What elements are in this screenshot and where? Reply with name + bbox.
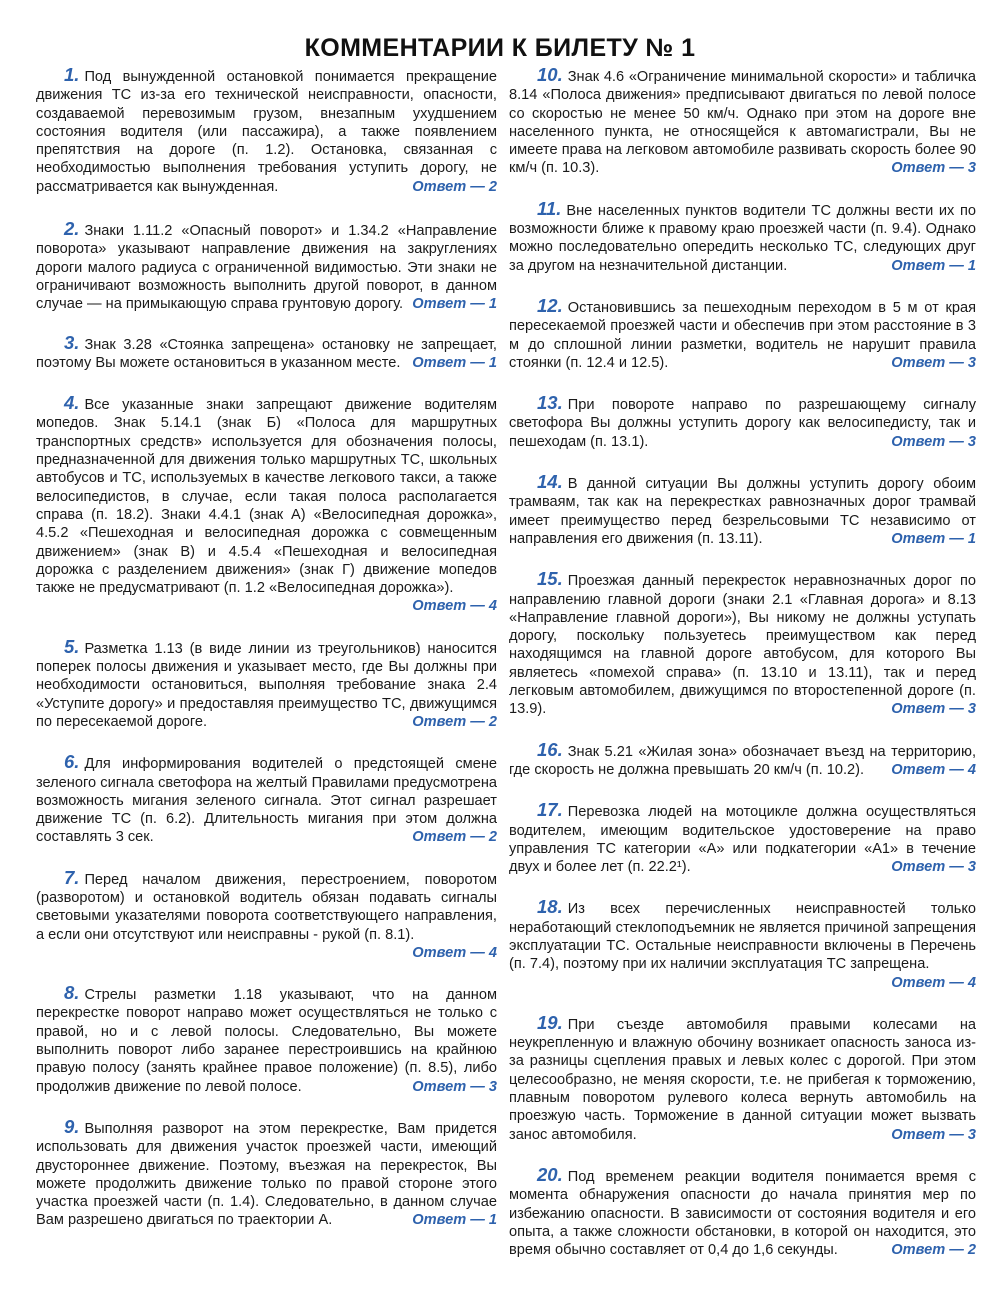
comment-text: Для информирования водителей о предстоящей смене зеленого сигнала светофора на желтый Правилами предусмотрена возможность мигания зеленого сигнала. Этот сигнал разрешает движение ТС (п. 6.2). Длительность мигания при этом должна составлять 3 сек. xyxy=(36,756,497,846)
comment-text: Под временем реакции водителя понимается время с момента обнаружения опасности до начала принятия мер по избежанию опасности. В зависимости от состояния водителя и его опыта, а также сложности обстановки, в которой он находится, это время обычно составляет от 0,4 до 1,6 секунды. xyxy=(509,1168,976,1259)
answer-label: Ответ — 1 xyxy=(412,296,497,313)
comment-15 xyxy=(509,570,976,718)
comment-number: 18. xyxy=(537,896,563,918)
comment-2 xyxy=(36,220,497,313)
comment-number: 10. xyxy=(537,64,563,85)
comment-text: Вне населенных пунктов водители ТС должны вести их по возможности ближе к правому краю проезжей части (п. 9.4). Однако можно последовательно опередить несколько ТС, следующих друг за другом на незначительной дистанции. xyxy=(509,202,976,274)
comment-text: Все указанные знаки запрещают движение водителям мопедов. Знак 5.14.1 (знак Б) «Полоса для маршрутных транспортных средств» используется для обозначения полосы, предназначенной для движения только маршрутных ТС, школьных автобусов и ТС, используемых в качестве легкового такси, а также велосипедистов, в случае, если такая полоса располагается справа (п. 18.2). Знаки 4.4.1 (знак А) «Велосипедная дорожка», 4.5.2 «Пешеходная и велосипедная дорожка с совмещенным движением» (знак В) и 4.5.4 «Пешеходная и велосипедная дорожка с разделением движения» (знак Г) движение мопедов также не предусматривают (п. 1.2 «Велосипедная дорожка»). xyxy=(36,397,497,597)
page-title: КОММЕНТАРИИ К БИЛЕТУ № 1 xyxy=(304,34,696,62)
answer-label: Ответ — 3 xyxy=(891,160,976,177)
comment-12 xyxy=(509,294,976,372)
comment-5 xyxy=(36,635,497,731)
comment-17 xyxy=(509,801,976,876)
answer-label: Ответ — 4 xyxy=(891,761,976,778)
answer-label: Ответ — 3 xyxy=(891,354,976,371)
answer-label: Ответ — 3 xyxy=(412,1078,497,1095)
comment-text: Выполняя разворот на этом перекрестке, Вам придется использовать для движения участок проезжей части, имеющий двустороннее движение. Поэтому, въезжая на перекресток, Вы можете продолжить движение только по правой стороне этого участка проезжей части (п. 1.4). Следовательно, в данном случае Вам разрешено двигаться по траектории А. xyxy=(36,1120,497,1229)
comment-14 xyxy=(509,473,976,548)
comment-number: 11. xyxy=(537,197,562,219)
comment-text: При повороте направо по разрешающему сигналу светофора Вы должны уступить дорогу как велосипедисту, так и пешеходам (п. 13.1). xyxy=(509,397,976,450)
comment-text: Знак 4.6 «Ограничение минимальной скорости» и табличка 8.14 «Полоса движения» предписывают двигаться по левой полосе со скоростью не менее 50 км/ч. Однако при этом на дороге вне населенного пункта, не относящейся к автомагистрали, Вы не имеете права на легковом автомобиле развивать скорость более 90 км/ч (п. 10.3). xyxy=(509,69,976,177)
comment-text: При съезде автомобиля правыми колесами на неукрепленную и влажную обочину возникает опасность заноса из-за разницы сцепления правых и левых колес с дорогой. При этом целесообразно, не меняя скорости, т.е. не прибегая к торможению, плавным поворотом рулевого колеса вернуть автомобиль на проезжую часть. Торможение в данной ситуации может вызвать занос автомобиля. xyxy=(509,1016,976,1143)
answer-label: Ответ — 3 xyxy=(891,433,976,450)
comment-text: Стрелы разметки 1.18 указывают, что на данном перекрестке поворот направо может осуществляться не только с правой, но и с левой полосы. Следовательно, Вы можете выполнить поворот либо заранее перестроившись на крайнюю правую полосу (занять крайнее правое положение) (п. 8.5), либо продолжив движение по левой полосе. xyxy=(36,987,497,1095)
comment-text: Остановившись за пешеходным переходом в 5 м от края пересекаемой проезжей части и обеспечив при этом расстояние в 3 м до сплошной линии разметки, водитель не нарушит правила стоянки (п. 12.4 и 12.5). xyxy=(509,299,976,371)
comment-19 xyxy=(509,1011,976,1144)
comment-number: 2. xyxy=(64,218,80,240)
answer-label: Ответ — 1 xyxy=(412,1212,497,1229)
comment-number: 16. xyxy=(537,738,563,760)
comment-18 xyxy=(509,898,976,991)
comment-number: 13. xyxy=(537,392,563,414)
comment-number: 15. xyxy=(537,568,563,590)
comment-9 xyxy=(36,1115,497,1230)
right-column xyxy=(509,66,976,1259)
comment-11 xyxy=(509,197,976,275)
comment-number: 9. xyxy=(64,1115,80,1137)
comment-text: Перевозка людей на мотоцикле должна осуществляться водителем, имеющим водительское удостоверение на право управления ТС категории «А» или подкатегории «А1» в течение двух и более лет (п. 22.2¹). xyxy=(509,804,976,876)
comment-text: Разметка 1.13 (в виде линии из треугольников) наносится поперек полосы движения и указывает место, где Вы должны при необходимости остановиться, выполняя требование знака 2.4 «Уступите дорогу» и предоставляя преимущество ТС, движущимся по пересекаемой дороге. xyxy=(36,640,497,730)
comment-number: 4. xyxy=(64,392,80,414)
comment-text: Под вынужденной остановкой понимается прекращение движения ТС из-за его технической неисправности, опасности, создаваемой перевозимым грузом, внезапным ухудшением состояния водителя (или пассажира), а также появлением препятствия на дороге (п. 1.2). Остановка, связанная с необходимостью выполнения требования уступить дорогу, не рассматривается как вынужденная. xyxy=(36,69,497,195)
answer-label: Ответ — 4 xyxy=(412,598,497,615)
comment-10 xyxy=(509,66,976,178)
comment-text: Знак 3.28 «Стоянка запрещена» остановку не запрещает, поэтому Вы можете остановиться в указанном месте. xyxy=(36,336,497,371)
comment-text: В данной ситуации Вы должны уступить дорогу обоим трамваям, так как на перекрестках равнозначных дорог трамвай имеет преимущество перед безрельсовыми ТС независимо от направления его движения (п. 13.11). xyxy=(509,476,976,547)
comment-1 xyxy=(36,66,497,196)
comment-text: Знаки 1.11.2 «Опасный поворот» и 1.34.2 «Направление поворота» указывают направление движения на закруглениях дороги малого радиуса с ограниченной видимостью. Эти знаки не ограничивают возможность выполнить другой поворот, в данном случае — на примыкающую справа грунтовую дорогу. xyxy=(36,223,497,313)
answer-label: Ответ — 4 xyxy=(891,974,976,991)
comment-8 xyxy=(36,984,497,1096)
comment-3 xyxy=(36,331,497,373)
comment-number: 8. xyxy=(64,982,80,1004)
comment-6 xyxy=(36,753,497,846)
comment-number: 12. xyxy=(537,294,563,316)
comment-number: 5. xyxy=(64,635,80,657)
comment-text: Перед началом движения, перестроением, поворотом (разворотом) и остановкой водитель обязан подавать сигналы световыми указателями поворота соответствующего направления, а если они отсутствуют или неисправны - рукой (п. 8.1). xyxy=(36,871,497,943)
comment-number: 19. xyxy=(537,1011,563,1033)
comment-number: 1. xyxy=(64,64,80,85)
comment-4 xyxy=(36,394,497,616)
comment-13 xyxy=(509,394,976,451)
comment-number: 17. xyxy=(537,799,563,821)
answer-label: Ответ — 2 xyxy=(412,178,497,195)
answer-label: Ответ — 2 xyxy=(412,829,497,846)
comment-number: 3. xyxy=(64,331,80,353)
answer-label: Ответ — 3 xyxy=(891,859,976,876)
answer-label: Ответ — 1 xyxy=(891,257,976,274)
left-column xyxy=(36,66,497,1230)
comment-number: 7. xyxy=(64,866,80,888)
answer-label: Ответ — 1 xyxy=(412,354,497,371)
answer-label: Ответ — 4 xyxy=(412,944,497,961)
answer-label: Ответ — 1 xyxy=(891,530,976,547)
comment-number: 6. xyxy=(64,751,80,773)
answer-label: Ответ — 3 xyxy=(891,1126,976,1143)
answer-label: Ответ — 3 xyxy=(891,701,976,718)
comment-text: Знак 5.21 «Жилая зона» обозначает въезд на территорию, где скорость не должна превышать 20 км/ч (п. 10.2). xyxy=(509,743,976,778)
comment-number: 20. xyxy=(537,1163,563,1185)
answer-label: Ответ — 2 xyxy=(891,1242,976,1259)
comment-text: Проезжая данный перекресток неравнозначных дорог по направлению главной дороги (знаки 2.1 «Главная дорога» и 8.13 «Направление главной дороги»), Вы никому не должны уступать дорогу, поскольку пользуетесь преимуществом как перед находящимся на главной дороге автобусом, для которого Вы являетесь «помехой справа» (п. 13.10 и 13.11), так и перед легковым автомобилем, движущимся по второстепенной дороге (п. 13.9). xyxy=(509,573,976,718)
answer-label: Ответ — 2 xyxy=(412,713,497,730)
comment-7 xyxy=(36,866,497,962)
comment-16 xyxy=(509,738,976,780)
comment-number: 14. xyxy=(537,471,563,493)
comment-20 xyxy=(509,1163,976,1259)
comment-text: Из всех перечисленных неисправностей только неработающий стеклоподъемник не является причиной запрещения эксплуатации ТС. Остальные неисправности включены в Перечень (п. 7.4), поэтому при их наличии эксплуатация ТС запрещена. xyxy=(509,901,976,973)
